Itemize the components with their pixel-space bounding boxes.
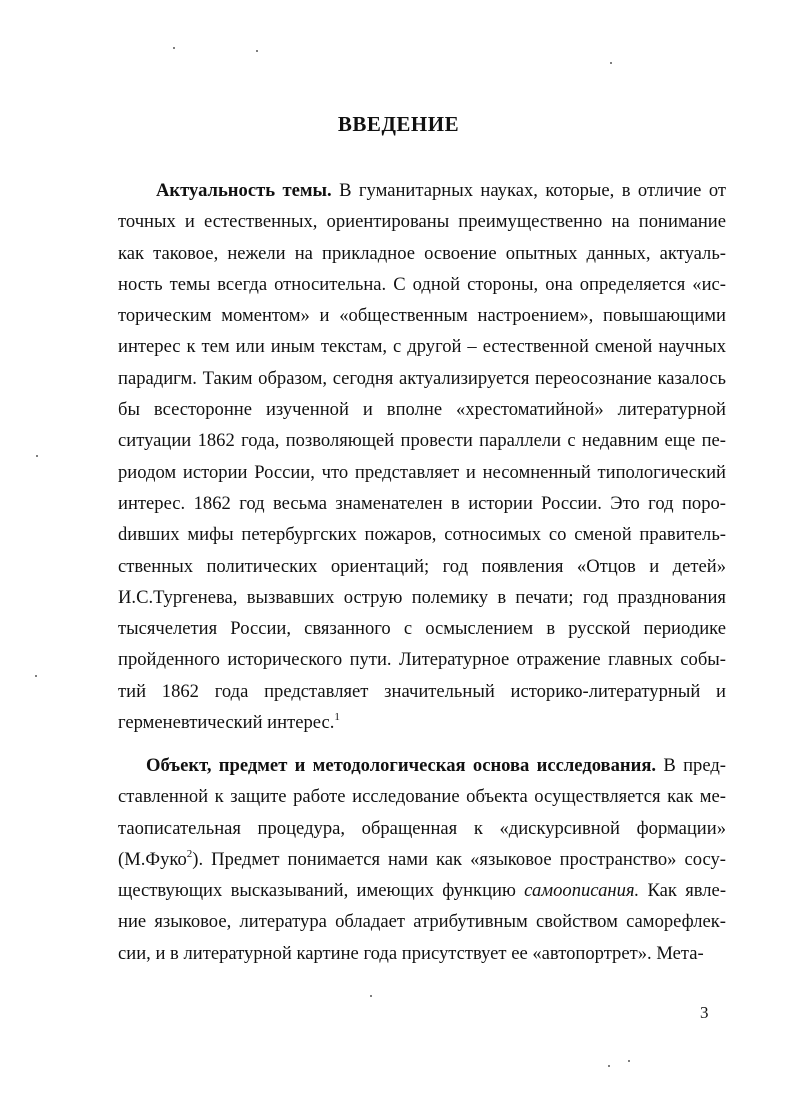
object-subject-label: Объект, предмет и методологическая основа исследования. — [146, 755, 657, 776]
scan-speck — [370, 995, 372, 997]
page-title: ВВЕДЕНИЕ — [337, 112, 460, 136]
object-subject-text-c: Как явление языковое, литература обладает атрибутивным свойством саморефлексии, и в литературной картине года присутствует ее «автопортрет». Мета- — [118, 880, 727, 964]
footnote-ref-1: 1 — [334, 710, 340, 723]
scan-speck — [173, 47, 175, 49]
page-number: 3 — [700, 1003, 709, 1022]
object-subject-italic: самоописания. — [524, 880, 640, 902]
relevance-text: В гуманитарных науках, которые, в отличие от точных и естественных, ориентированы преимущественно на понимание как таковое, нежели на прикладное освоение опытных данных, актуальность темы всегда относительна. С одной стороны, она определяется «историческим моментом» и «общественным настроением», повышающими интерес к тем или иным текстам, с другой – естественной сменой научных парадигм. Таким образом, сегодня актуализируется переосознание казалось бы всесторонне изученной и вполне «хрестоматийной» литературной ситуации 1862 года, позволяющей провести параллели с недавним еще периодом истории России, что представляет и несомненный типологический интерес. 1862 год весьма знаменателен в истории России. Это год пороdивших мифы петербургских пожаров, сотносимых со сменой правительственных политических ориентаций; год появления «Отцов и детей» И.С.Тургенева, вызвавших острую полемику в печати; год празднования тысячелетия России, связанного с осмыслением в русской периодике пройденного исторического пути. Литературное отражение главных событий 1862 года представляет значительный историко-литературный и герменевтический интерес. — [118, 180, 727, 734]
footnote-ref-2: 2 — [186, 847, 193, 860]
scan-speck — [36, 455, 38, 457]
relevance-label: Актуальность темы. — [156, 180, 332, 201]
scan-speck — [610, 62, 612, 64]
paragraph-relevance — [118, 175, 726, 738]
paragraph-object-subject — [118, 750, 726, 969]
scan-speck — [256, 50, 258, 52]
scan-speck — [628, 1060, 630, 1062]
object-subject-text-b: ). Предмет понимается нами как «языковое пространство» сосуществующих высказываний, имеющих функцию — [118, 848, 726, 902]
scan-speck — [35, 675, 37, 677]
scan-speck — [608, 1065, 610, 1067]
object-subject-text-a: В представленной к защите работе исследование объекта осуществляется как метаописательная процедура, обращенная к «дискурсивной формации» (М.Фуко — [118, 755, 726, 870]
